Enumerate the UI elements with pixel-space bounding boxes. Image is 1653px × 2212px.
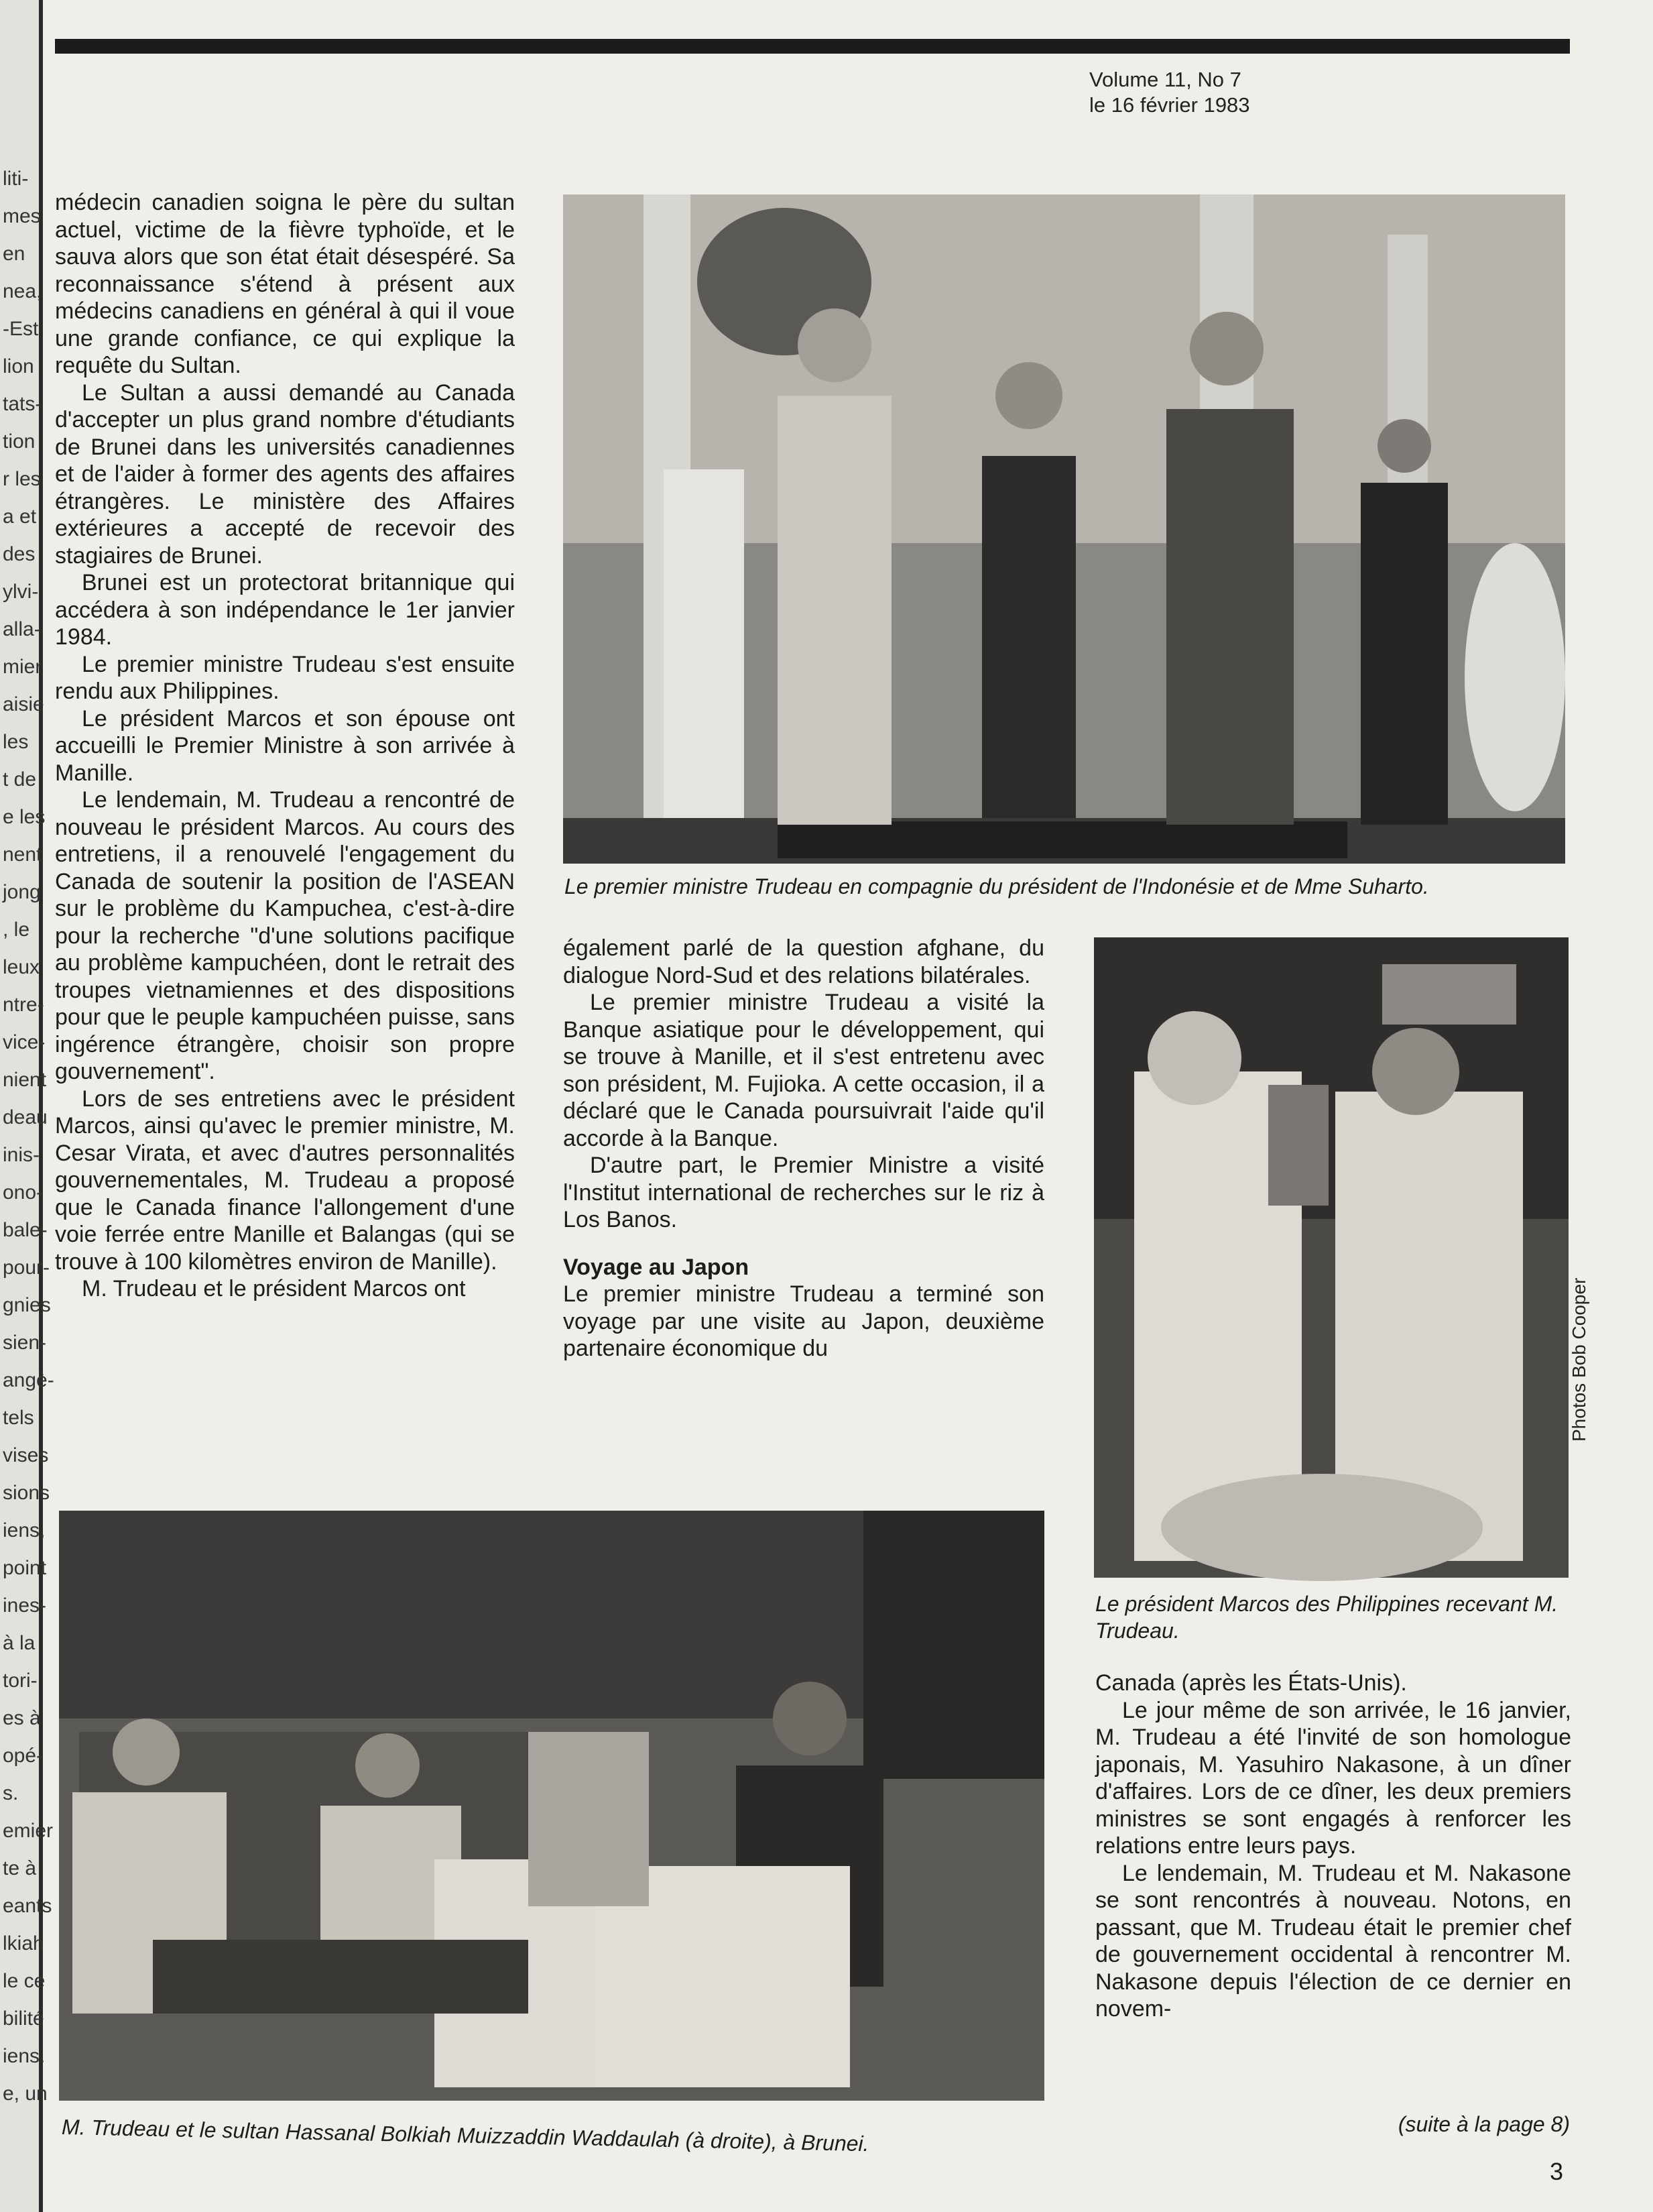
spine-text-fragment: des (3, 543, 36, 565)
spine-text-fragment: sions (3, 1482, 50, 1504)
spine-text-fragment: inis- (3, 1144, 40, 1166)
spine-text-fragment: aisie (3, 693, 44, 715)
spine-text-fragment: angè- (3, 1369, 54, 1391)
spine-text-fragment: te à (3, 1857, 37, 1879)
volume-number: Volume 11, No 7 (1089, 68, 1241, 91)
paragraph: Le lendemain, M. Trudeau a rencontré de nouveau le président Marcos. Au cours des entretiens, il a renouvelé l'engagement du Canada de soutenir la position de l'ASEAN sur le problème du Kampuchea, c'est-à-dire pour la recherche "d'une solutions pacifique au problème kampuchéen, dont le retrait des troupes vietnamiennes et des dispositions pour que le peuple kampuchéen puisse, sans ingérence étrangère, choisir son propre gouvernement". (55, 787, 515, 1084)
spine-text-fragment: alla- (3, 618, 41, 640)
paragraph: également parlé de la question afghane, du dialogue Nord-Sud et des relations bilatérales. (563, 935, 1044, 988)
spine-text-fragment: en (3, 243, 25, 265)
paragraph: M. Trudeau et le président Marcos ont (82, 1276, 466, 1301)
paragraph: Canada (après les États-Unis). (1095, 1670, 1407, 1696)
caption-marcos: Le président Marcos des Philippines recevant M. Trudeau. (1095, 1592, 1558, 1643)
photo-marcos-trudeau (1094, 937, 1569, 1578)
caption-brunei: M. Trudeau et le sultan Hassanal Bolkiah Muizzaddin Waddaulah (à droite), à Brunei. (61, 2115, 869, 2156)
spine-text-fragment: ntre- (3, 994, 44, 1016)
paragraph: Le premier ministre Trudeau a visité la Banque asiatique pour le développement, qui se trouve à Manille, et il s'est entretenu avec son président, M. Fujioka. A cette occasion, il a déclaré que le Canada poursuivrait l'aide qu'il accorde à la Banque. (563, 990, 1044, 1151)
continued-note: (suite à la page 8) (1398, 2112, 1570, 2136)
right-text-column (1095, 1670, 1571, 2023)
spine-text-fragment: gnies (3, 1294, 51, 1316)
spine-text-fragment: les (3, 731, 29, 753)
header-rule (55, 39, 1570, 54)
spine-text-fragment: opé- (3, 1745, 44, 1767)
spine-text-fragment: nent (3, 843, 42, 866)
spine-text-fragment: lion (3, 355, 34, 377)
paragraph: Le président Marcos et son épouse ont accueilli le Premier Ministre à son arrivée à Manille. (55, 705, 515, 786)
spine-text-fragment: ylvi- (3, 581, 39, 603)
spine-text-fragment: e, un (3, 2083, 48, 2105)
spine-text-fragment: sien- (3, 1332, 47, 1354)
photo-brunei-sultan (59, 1511, 1044, 2101)
spine-text-fragment: nient (3, 1069, 47, 1091)
spine-text-fragment: tion (3, 430, 36, 453)
spine-text-fragment: jong (3, 881, 41, 903)
paragraph: Le jour même de son arrivée, le 16 janvier, M. Trudeau a été l'invité de son homologue japonais, M. Yasuhiro Nakasone, à un dîner d'affaires. Lors de ce dîner, les deux premiers ministres se sont engagés à renforcer les relations entre leurs pays. (1095, 1697, 1571, 1859)
previous-page-edge (0, 0, 54, 2212)
paragraph: médecin canadien soigna le père du sultan actuel, victime de la fièvre typhoïde, et le sauva alors que son état était désespéré. Sa reconnaissance s'étend à présent aux médecins canadiens en général à qui il voue une grande confiance, ce qui explique la requête du Sultan. (55, 190, 515, 378)
spine-text-fragment: liti- (3, 168, 29, 190)
spine-text-fragment: mier (3, 656, 42, 678)
paragraph: Le Sultan a aussi demandé au Canada d'accepter un plus grand nombre d'étudiants de Brunei dans les universités canadiennes et de l'aider à former des agents des affaires étrangères. Le ministère des Affaires extérieures a accepté de recevoir des stagiaires de Brunei. (55, 380, 515, 569)
photo-credit: Photos Bob Cooper (1569, 1277, 1589, 1442)
spine-text-fragment: vice- (3, 1031, 46, 1053)
spine-text-fragment: tels (3, 1407, 34, 1429)
spine-text-fragment: leux (3, 956, 40, 978)
spine-text-fragment: tats- (3, 393, 42, 415)
spine-text-fragment: -Est (3, 318, 39, 340)
paragraph: Le premier ministre Trudeau a terminé son voyage par une visite au Japon, deuxième partenaire économique du (563, 1281, 1044, 1361)
spine-text-fragment: nea, (3, 280, 42, 302)
spine-text-fragment: mes (3, 205, 41, 227)
spine-text-fragment: le ce (3, 1970, 46, 1992)
spine-text-fragment: a et (3, 506, 37, 528)
spine-text-fragment: à la (3, 1632, 36, 1654)
spine-text-fragment: r les (3, 468, 41, 490)
section-heading: Voyage au Japon (563, 1254, 749, 1280)
middle-text-column (563, 935, 1044, 1362)
paragraph: Le lendemain, M. Trudeau et M. Nakasone se sont rencontrés à nouveau. Notons, en passant, que M. Trudeau était le premier chef de gouvernement occidental à rencontrer M. Nakasone depuis l'élection de ce dernier en novem- (1095, 1860, 1571, 2022)
spine-text-fragment: deau (3, 1106, 48, 1128)
issue-info (1089, 67, 1250, 118)
spine-text-fragment: point (3, 1557, 47, 1579)
issue-date: le 16 février 1983 (1089, 93, 1250, 117)
spine-text-fragment: vises (3, 1444, 49, 1466)
spine-text-fragment: lkiah (3, 1932, 44, 1955)
spine-text-fragment: s. (3, 1782, 19, 1804)
paragraph: D'autre part, le Premier Ministre a visité l'Institut international de recherches sur le riz à Los Banos. (563, 1153, 1044, 1232)
spine-text-fragment: bale- (3, 1219, 48, 1241)
left-text-column (55, 189, 515, 1303)
spine-text-fragment: eants (3, 1895, 52, 1917)
spine-text-fragment: es à (3, 1707, 41, 1729)
paragraph: Le premier ministre Trudeau s'est ensuite rendu aux Philippines. (55, 651, 515, 704)
page-number: 3 (1550, 2158, 1564, 2185)
paragraph: Brunei est un protectorat britannique qui accédera à son indépendance le 1er janvier 1984. (55, 570, 515, 650)
spine-text-fragment: iens, (3, 1519, 46, 1541)
spine-text-fragment: , le (3, 919, 30, 941)
spine-text-fragment: t de (3, 768, 37, 791)
caption-indonesia: Le premier ministre Trudeau en compagnie du président de l'Indonésie et de Mme Suharto. (564, 874, 1429, 898)
spine-text-fragment: ono- (3, 1181, 44, 1204)
spine-text-fragment: emier (3, 1820, 54, 1842)
photo-trudeau-suharto (563, 194, 1565, 864)
spine-text-fragment: tori- (3, 1670, 38, 1692)
spine-text-fragment: pour- (3, 1257, 50, 1279)
paragraph: Lors de ses entretiens avec le président Marcos, ainsi qu'avec le premier ministre, M. Cesar Virata, et avec d'autres personnalités gouvernementales, M. Trudeau a proposé que le Canada finance l'allongement d'une voie ferrée entre Manille et Balangas (qui se trouve à 100 kilomètres environ de Manille). (55, 1086, 515, 1275)
spine-text-fragment: ines- (3, 1594, 47, 1617)
spine-text-fragment: iens. (3, 2045, 46, 2067)
spine-text-fragment: bilité (3, 2007, 44, 2030)
spine-text-fragment: e les (3, 806, 46, 828)
